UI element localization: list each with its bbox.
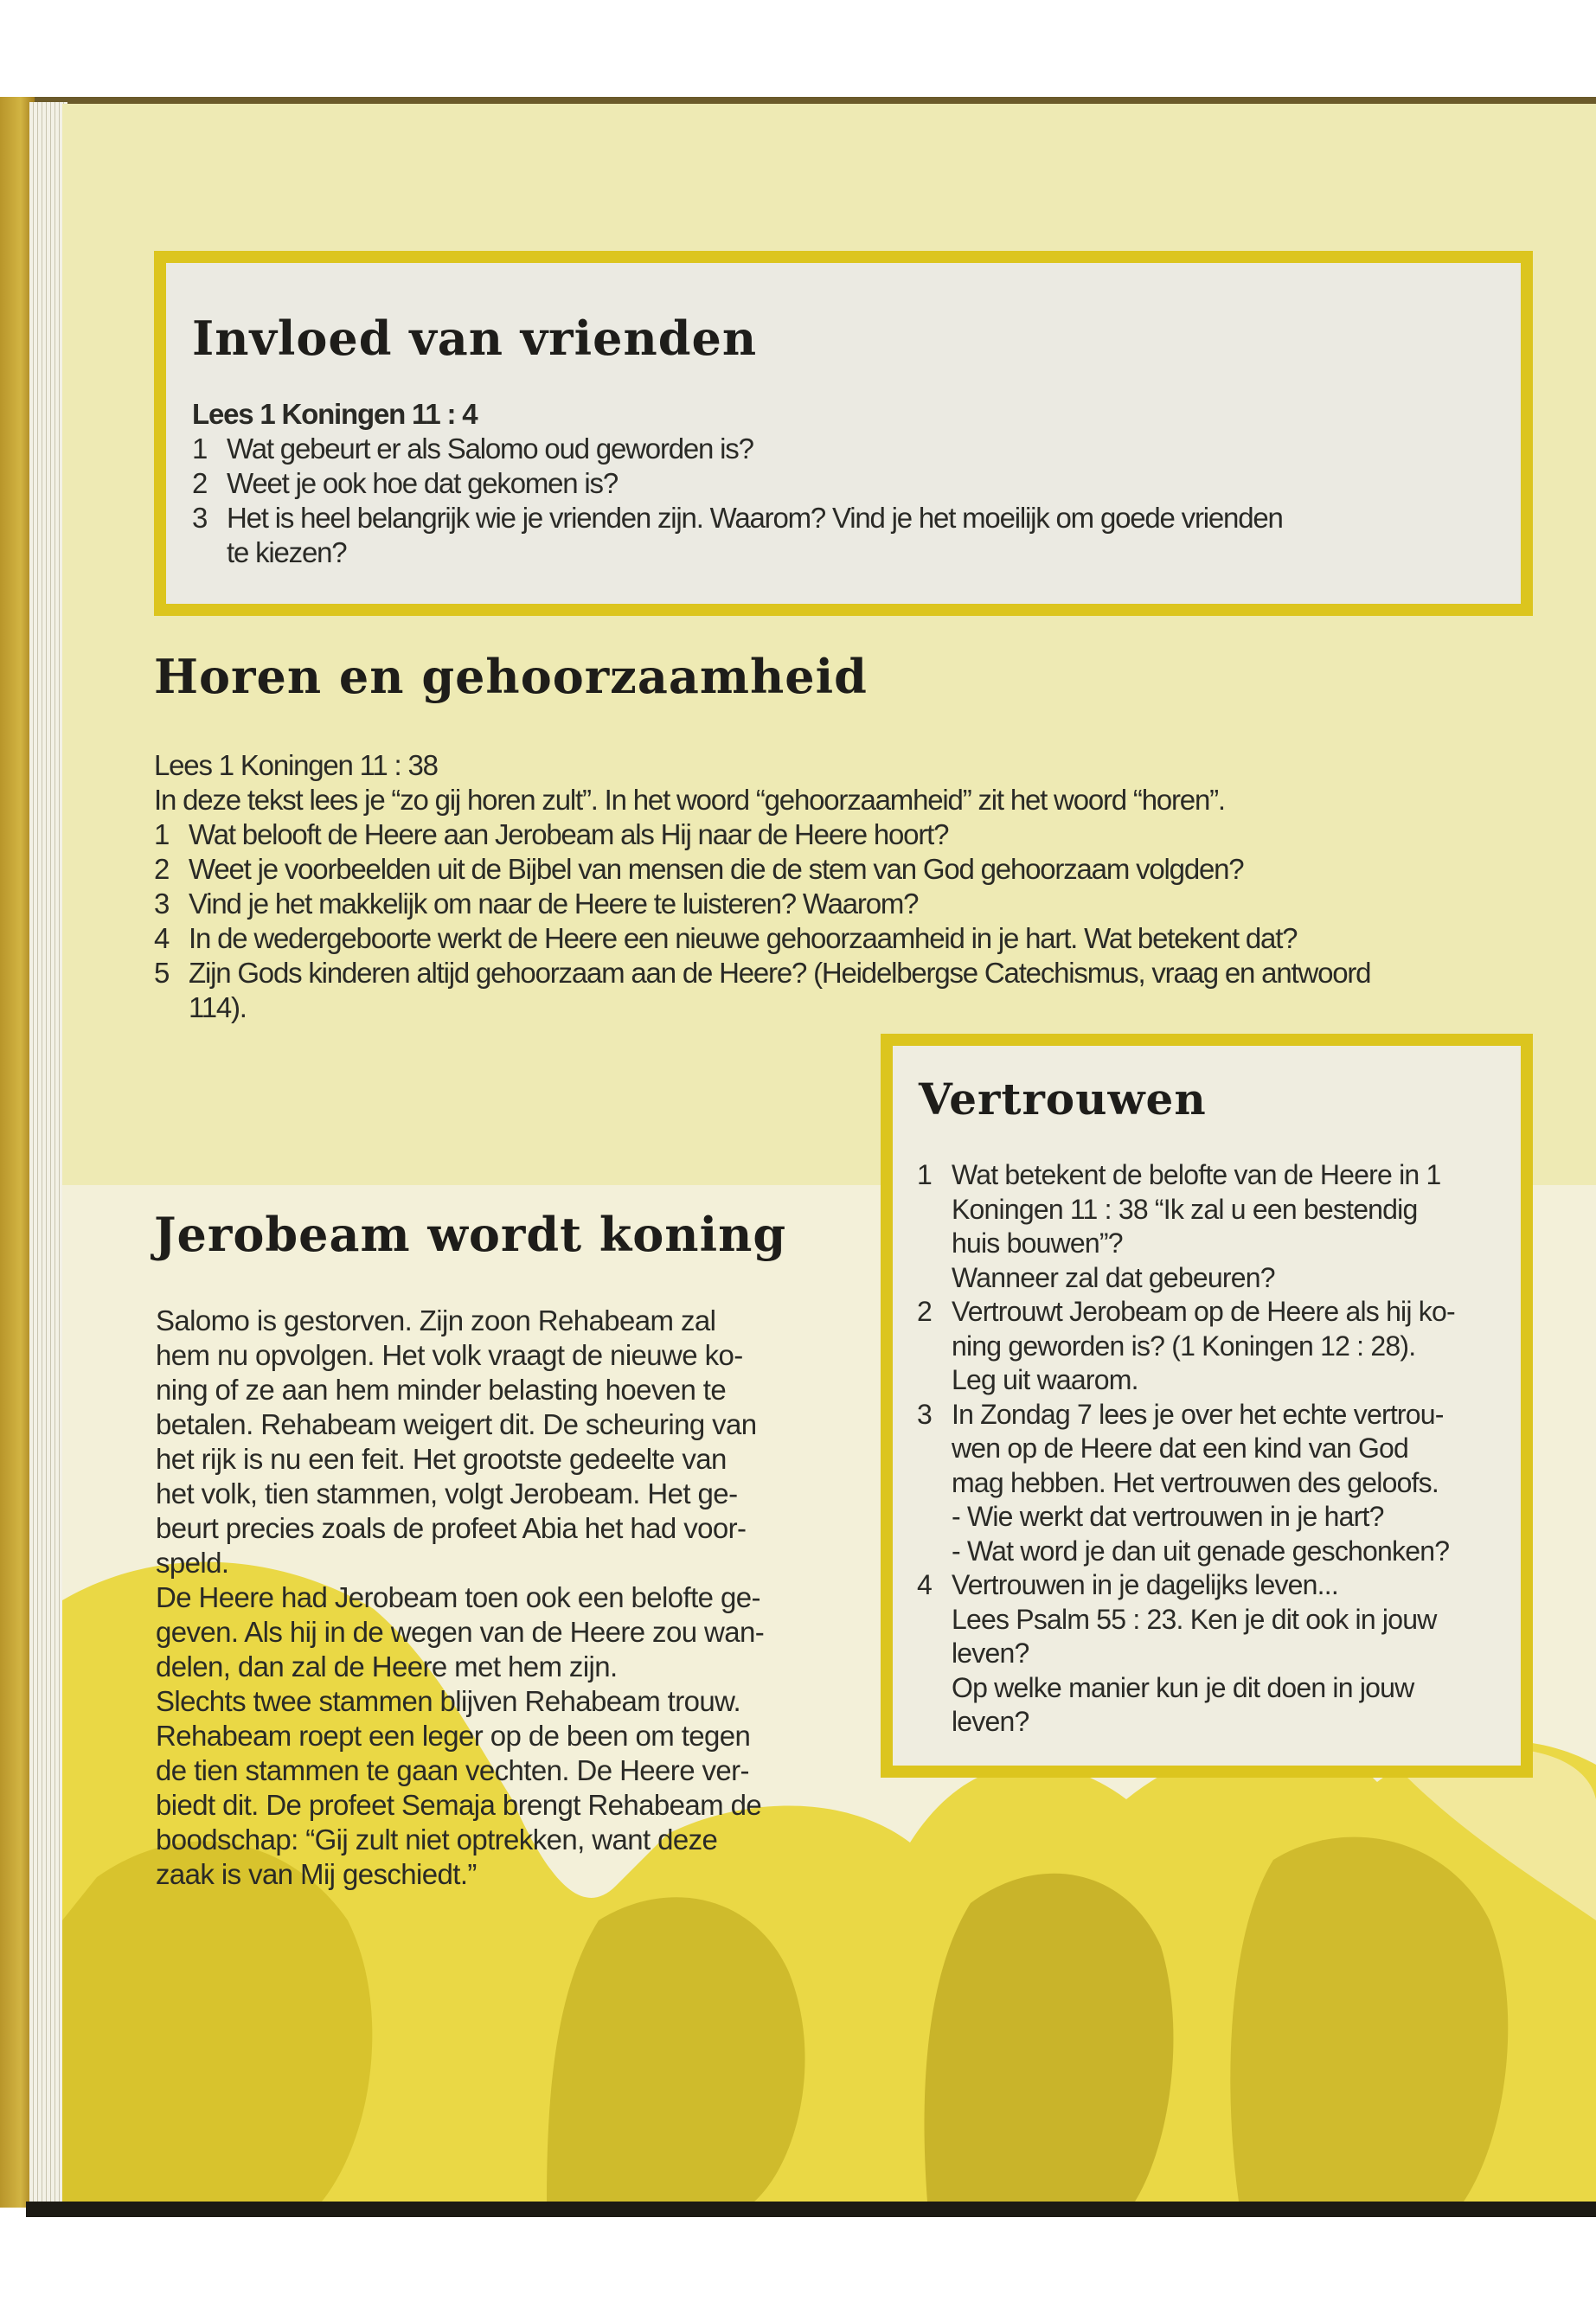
illustration-shape <box>62 1842 372 2202</box>
question-number: 1 <box>192 433 208 465</box>
question-number: 3 <box>917 1398 932 1430</box>
question-text-line: leven? <box>952 1638 1029 1669</box>
friends-box <box>154 251 1533 616</box>
question-item <box>154 921 1370 956</box>
paragraph-line: hem nu opvolgen. Het volk vraagt de nieuwe ko- <box>156 1339 743 1371</box>
question-text-line: Wat betekent de belofte van de Heere in 1 <box>952 1159 1441 1190</box>
question-number: 1 <box>154 818 170 850</box>
friends-reading: Lees 1 Koningen 11 : 4 <box>192 398 478 430</box>
paragraph-line: Salomo is gestorven. Zijn zoon Rehabeam zal <box>156 1304 716 1336</box>
question-text-line: Weet je voorbeelden uit de Bijbel van mensen die de stem van God gehoorzaam volgden? <box>189 853 1244 885</box>
paragraph-line: het volk, tien stammen, volgt Jerobeam. Het ge- <box>156 1477 738 1509</box>
king-title: Jerobeam wordt koning <box>154 1207 787 1262</box>
trust-question-list <box>917 1158 1455 1740</box>
question-text-line: ning geworden is? (1 Koningen 12 : 28). <box>952 1330 1416 1362</box>
book-bottom-edge <box>26 2202 1596 2217</box>
paragraph-line: het rijk is nu een feit. Het grootste gedeelte van <box>156 1443 727 1475</box>
question-item <box>917 1568 1455 1740</box>
question-text-line: leven? <box>952 1706 1029 1737</box>
question-item <box>917 1295 1455 1398</box>
question-text-line: - Wie werkt dat vertrouwen in je hart? <box>952 1501 1384 1532</box>
friends-title: Invloed van vrienden <box>192 311 758 366</box>
question-item <box>917 1398 1455 1569</box>
question-text-line: Vertrouwt Jerobeam op de Heere als hij ko- <box>952 1296 1455 1327</box>
question-text-line: Koningen 11 : 38 “Ik zal u een bestendig <box>952 1193 1418 1225</box>
question-number: 4 <box>917 1569 932 1600</box>
paragraph-line: betalen. Rehabeam weigert dit. De scheuring van <box>156 1408 757 1440</box>
trust-box <box>881 1034 1533 1778</box>
question-item <box>192 466 1283 501</box>
paragraph-line: zaak is van Mij geschiedt.” <box>156 1858 477 1890</box>
question-number: 3 <box>154 888 170 920</box>
question-item <box>192 432 1283 466</box>
question-text-line: Wat gebeurt er als Salomo oud geworden is? <box>227 433 753 465</box>
trust-title: Vertrouwen <box>919 1074 1207 1125</box>
question-number: 4 <box>154 922 170 954</box>
question-number: 2 <box>192 467 208 499</box>
paragraph-line: Slechts twee stammen blijven Rehabeam trouw. <box>156 1685 741 1717</box>
question-text-line: In de wedergeboorte werkt de Heere een nieuwe gehoorzaamheid in je hart. Wat betekent dat? <box>189 922 1298 954</box>
paragraph-line: de tien stammen te gaan vechten. De Heere ver- <box>156 1754 749 1786</box>
question-text-line: Wat belooft de Heere aan Jerobeam als Hij naar de Heere hoort? <box>189 818 949 850</box>
question-text-line: 114). <box>189 991 247 1023</box>
question-number: 2 <box>917 1296 932 1327</box>
illustration-shape <box>1230 1837 1508 2202</box>
question-number: 1 <box>917 1159 932 1190</box>
question-text-line: Weet je ook hoe dat gekomen is? <box>227 467 618 499</box>
paragraph-line: delen, dan zal de Heere met hem zijn. <box>156 1650 618 1682</box>
paragraph-line: boodschap: “Gij zult niet optrekken, want deze <box>156 1823 718 1856</box>
paragraph-line: speld. <box>156 1547 229 1579</box>
question-text-line: te kiezen? <box>227 536 347 568</box>
question-text-line: huis bouwen”? <box>952 1227 1123 1259</box>
question-item <box>192 501 1283 570</box>
question-item <box>917 1158 1455 1295</box>
question-text-line: In Zondag 7 lees je over het echte vertrou- <box>952 1398 1444 1430</box>
king-paragraph <box>156 1304 764 1892</box>
hearing-question-list <box>154 817 1370 1025</box>
paragraph-line: De Heere had Jerobeam toen ook een belofte ge- <box>156 1581 760 1613</box>
question-text-line: Leg uit waarom. <box>952 1364 1138 1395</box>
question-text-line: Wanneer zal dat gebeuren? <box>952 1261 1275 1293</box>
question-item <box>154 817 1370 852</box>
hearing-title: Horen en gehoorzaamheid <box>154 649 868 704</box>
paragraph-line: Rehabeam roept een leger op de been om tegen <box>156 1720 751 1752</box>
question-text-line: Vind je het makkelijk om naar de Heere te luisteren? Waarom? <box>189 888 919 920</box>
question-number: 5 <box>154 957 170 989</box>
question-text-line: Zijn Gods kinderen altijd gehoorzaam aan de Heere? (Heidelbergse Catechismus, vraag en antwoord <box>189 957 1371 989</box>
question-number: 2 <box>154 853 170 885</box>
paragraph-line: ning of ze aan hem minder belasting hoeven te <box>156 1374 727 1406</box>
hearing-reading: Lees 1 Koningen 11 : 38 <box>154 749 438 781</box>
question-item <box>154 887 1370 921</box>
question-text-line: Het is heel belangrijk wie je vrienden zijn. Waarom? Vind je het moeilijk om goede vrienden <box>227 502 1283 534</box>
question-text-line: - Wat word je dan uit genade geschonken? <box>952 1535 1450 1567</box>
book-page <box>62 104 1596 2202</box>
friends-question-list <box>192 432 1283 570</box>
paragraph-line: geven. Als hij in de wegen van de Heere zou wan- <box>156 1616 765 1648</box>
question-text-line: Op welke manier kun je dit doen in jouw <box>952 1671 1414 1703</box>
question-text-line: Lees Psalm 55 : 23. Ken je dit ook in jouw <box>952 1603 1437 1635</box>
question-text-line: Vertrouwen in je dagelijks leven... <box>952 1569 1338 1600</box>
book-top-edge <box>26 97 1596 104</box>
illustration-shape <box>925 1874 1174 2202</box>
question-item <box>154 956 1370 1025</box>
question-item <box>154 852 1370 887</box>
question-text-line: mag hebben. Het vertrouwen des geloofs. <box>952 1466 1439 1498</box>
paragraph-line: beurt precies zoals de profeet Abia het had voor- <box>156 1512 747 1544</box>
question-number: 3 <box>192 502 208 534</box>
paragraph-line: biedt dit. De profeet Semaja brengt Rehabeam de <box>156 1789 762 1821</box>
hearing-intro: In deze tekst lees je “zo gij horen zult”. In het woord “gehoorzaamheid” zit het woord “horen”. <box>154 784 1225 816</box>
question-text-line: wen op de Heere dat een kind van God <box>952 1433 1409 1464</box>
